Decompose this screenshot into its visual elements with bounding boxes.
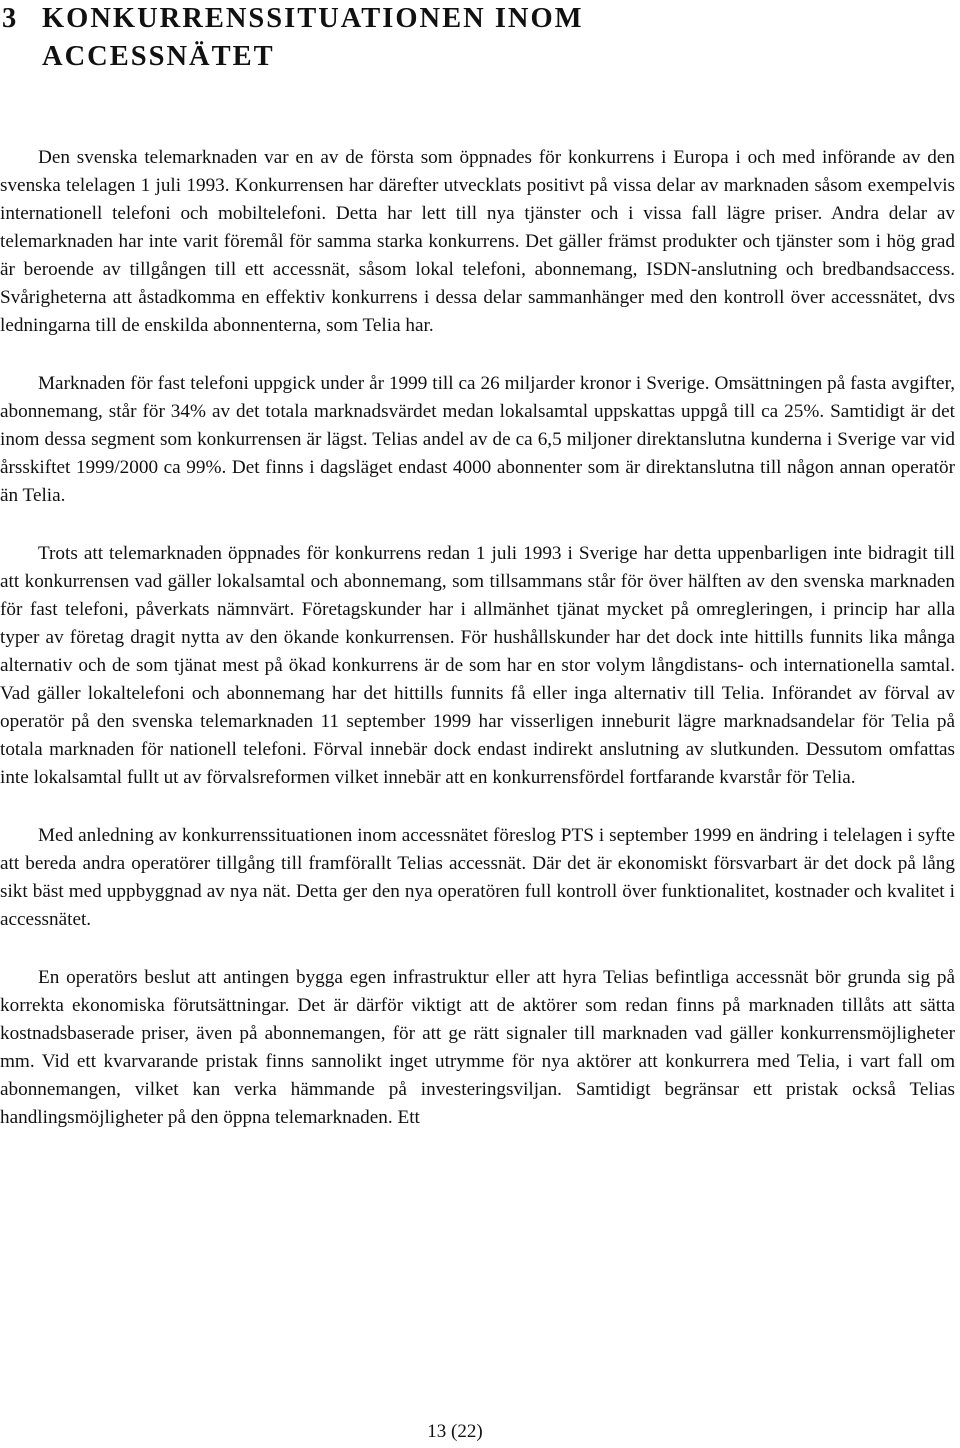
section-number: 3 [2,3,19,34]
page-number: 13 (22) [427,1421,483,1442]
section-title-line-2: ACCESSNÄTET [42,41,275,72]
body-text [0,144,955,1162]
paragraph-3: Trots att telemarknaden öppnades för konkurrens redan 1 juli 1993 i Sverige har detta uppenbarligen inte bidragit till att konkurrensen vad gäller lokalsamtal och abonnemang, som tillsammans står för över hälften av den svenska marknaden för fast telefoni, påverkats nämnvärt. Företagskunder har i allmänhet tjänat mycket på omregleringen, i princip har alla typer av företag dragit nytta av den ökande konkurrensen. För hushållskunder har det dock inte hittills funnits lika många alternativ och de som tjänat mest på ökad konkurrens är de som har en stor volym långdistans- och internationella samtal. Vad gäller lokaltelefoni och abonnemang har det hittills funnits få eller inga alternativ till Telia. Införandet av förval av operatör på den svenska telemarknaden 11 september 1999 har visserligen inneburit lägre marknadsandelar för Telia på totala marknaden för nationell telefoni. Förval innebär dock endast indirekt anslutning av slutkunden. Dessutom omfattas inte lokalsamtal fullt ut av förvalsreformen vilket innebär att en konkurrensfördel fortfarande kvarstår för Telia. [0,543,955,788]
section-title-line-1: KONKURRENSSITUATIONEN INOM [42,3,584,34]
paragraph-5: En operatörs beslut att antingen bygga egen infrastruktur eller att hyra Telias befintliga accessnät bör grunda sig på korrekta ekonomiska förutsättningar. Det är därför viktigt att de aktörer som redan finns på marknaden tillåts att sätta kostnadsbaserade priser, även på abonnemangen, för att ge rätt signaler till marknaden vad gäller konkurrensmöjligheter mm. Vid ett kvarvarande pristak finns sannolikt inget utrymme för nya aktörer att konkurrera med Telia, i vart fall om abonnemangen, vilket kan verka hämmande på investeringsviljan. Samtidigt begränsar ett pristak också Telias handlingsmöjligheter på den öppna telemarknaden. Ett [0,967,955,1128]
paragraph-2: Marknaden för fast telefoni uppgick under år 1999 till ca 26 miljarder kronor i Sverige. Omsättningen på fasta avgifter, abonnemang, står för 34% av det totala marknadsvärdet medan lokalsamtal uppskattas uppgå till ca 25%. Samtidigt är det inom dessa segment som konkurrensen är lägst. Telias andel av de ca 6,5 miljoner direktanslutna kunderna i Sverige var vid årsskiftet 1999/2000 ca 99%. Det finns i dagsläget endast 4000 abonnenter som är direktanslutna till någon annan operatör än Telia. [0,373,955,506]
paragraph-4: Med anledning av konkurrenssituationen inom accessnätet föreslog PTS i september 1999 en ändring i telelagen i syfte att bereda andra operatörer tillgång till framförallt Telias accessnät. Där det är ekonomiskt försvarbart är det dock på lång sikt bäst med uppbyggnad av nya nät. Detta ger den nya operatören full kontroll över funktionalitet, kostnader och kvalitet i accessnätet. [0,825,955,930]
paragraph-1: Den svenska telemarknaden var en av de första som öppnades för konkurrens i Europa i och med införande av den svenska telelagen 1 juli 1993. Konkurrensen har därefter utvecklats positivt på vissa delar av marknaden såsom exempelvis internationell telefoni och mobiltelefoni. Detta har lett till nya tjänster och i vissa fall lägre priser. Andra delar av telemarknaden har inte varit föremål för samma starka konkurrens. Det gäller främst produkter och tjänster som i hög grad är beroende av tillgången till ett accessnät, såsom lokal telefoni, abonnemang, ISDN-anslutning och bredbandsaccess. Svårigheterna att åstadkomma en effektiv konkurrens i dessa delar sammanhänger med den kontroll över accessnätet, dvs ledningarna till de enskilda abonnenterna, som Telia har. [0,147,955,336]
